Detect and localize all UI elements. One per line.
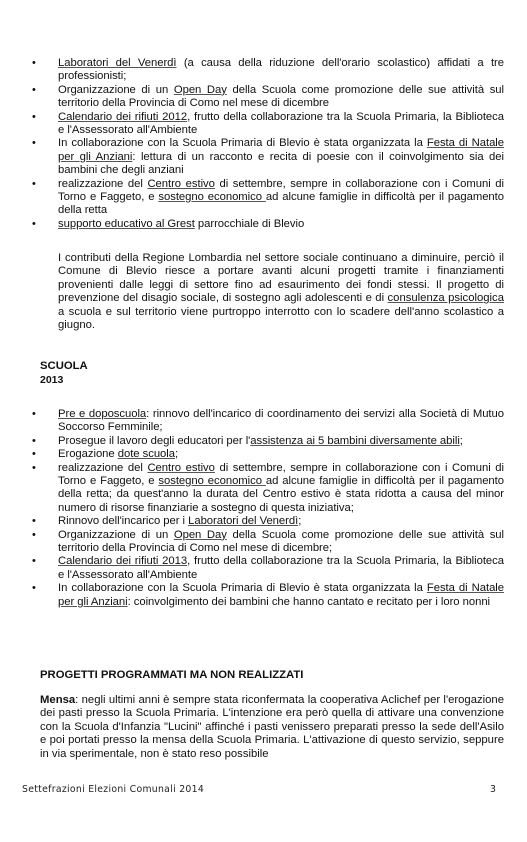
list-item xyxy=(32,57,504,84)
list-item xyxy=(32,84,504,111)
bullet-icon: • xyxy=(32,461,36,474)
item-text: della Scuola come promozione delle sue attività sul territorio della Provincia di Como nel mese di dicembre xyxy=(58,83,504,110)
item-text: In collaborazione con la Scuola Primaria di Blevio è stata organizzata la xyxy=(58,137,427,150)
item-text: realizzazione del xyxy=(58,461,148,474)
list-item xyxy=(32,218,504,231)
bullet-icon: • xyxy=(32,555,36,568)
item-text: realizzazione del xyxy=(58,177,148,190)
list-item xyxy=(32,555,504,582)
item-text: ad alcune famiglie in difficoltà per il pagamento della retta; da quest'anno la durata del Centro estivo è stata ridotta a causa del minor numero di risorse finanziarie a sostegno di questa iniziativa; xyxy=(58,475,504,514)
bullet-icon: • xyxy=(32,434,36,447)
list-item xyxy=(32,178,504,218)
bullet-icon: • xyxy=(32,137,36,150)
section-year: 2013 xyxy=(40,374,64,386)
item-text: ad alcune famiglie in difficoltà per il pagamento della retta xyxy=(58,191,504,217)
underlined-text: Calendario dei rifiuti 2013 xyxy=(58,555,188,568)
item-text: In collaborazione con la Scuola Primaria di Blevio è stata organizzata la xyxy=(58,582,427,595)
bullet-icon: • xyxy=(32,177,36,190)
bullet-icon: • xyxy=(32,57,36,69)
bullet-icon: • xyxy=(32,515,36,528)
paragraph-text: : negli ultimi anni è sempre stata riconfermata la cooperativa Aclichef per l'erogazione dei pasti presso la Scuola Primaria. L'intenzione era però quella di attivare una convenzione con la Scuola d'Infanzia "Lucini" affinché i pasti venissero preparati presso la sede dell'Asilo e poi portati presso la mensa della Scuola Primaria. L'attivazione di questo servizio, seppure in via sperimentale, non è stato reso possibile xyxy=(40,694,504,760)
underlined-text: Centro estivo xyxy=(147,461,215,474)
list-item xyxy=(32,111,504,138)
list-item xyxy=(32,448,504,461)
underlined-text: Festa di Natale per gli Anziani xyxy=(58,137,505,163)
item-text: di settembre, sempre in collaborazione con i Comuni di Torno e Faggeto, e xyxy=(58,461,504,488)
bullet-icon: • xyxy=(32,582,36,595)
item-text: ; xyxy=(459,434,463,447)
footer-title: Settefrazioni Elezioni Comunali 2014 xyxy=(22,784,205,795)
list-item xyxy=(32,462,504,516)
item-text: Organizzazione di un xyxy=(58,83,174,96)
list-item xyxy=(32,529,504,556)
underlined-text: Laboratori del Venerdì xyxy=(58,57,177,69)
bullet-list-top xyxy=(32,57,504,231)
underlined-text: consulenza psicologica xyxy=(387,292,504,305)
item-text: , frutto della collaborazione tra la Scuola Primaria, la Biblioteca e l'Assessorato all'Ambiente xyxy=(58,555,504,581)
section-title-scuola: SCUOLA xyxy=(40,360,88,372)
item-text: , frutto della collaborazione tra la Scuola Primaria, la Biblioteca e l'Assessorato all'Ambiente xyxy=(58,110,504,137)
item-text: ; xyxy=(298,515,302,528)
underlined-text: Open Day xyxy=(173,528,227,541)
section-title-progetti: PROGETTI PROGRAMMATI MA NON REALIZZATI xyxy=(40,669,304,681)
underlined-text: assistenza ai 5 bambini diversamente abili xyxy=(250,434,460,447)
bullet-icon: • xyxy=(32,408,36,420)
underlined-text: sostegno economico xyxy=(158,191,266,204)
underlined-text: Festa di Natale per gli Anziani xyxy=(58,582,505,608)
item-text: : rinnovo dell'incarico di coordinamento dei servizi alla Società di Mutuo Soccorso Femminile; xyxy=(58,408,504,434)
bullet-icon: • xyxy=(32,448,36,461)
bullet-icon: • xyxy=(32,528,36,541)
paragraph-mensa xyxy=(40,694,504,761)
item-text: (a causa della riduzione dell'orario scolastico) affidati a tre professionisti; xyxy=(58,57,504,83)
underlined-text: Calendario dei rifiuti 2012 xyxy=(58,110,188,123)
underlined-text: Laboratori del Venerdì xyxy=(188,515,299,528)
item-text: Rinnovo dell'incarico per i xyxy=(58,515,189,528)
underlined-text: Centro estivo xyxy=(147,177,215,190)
item-text: parrocchiale di Blevio xyxy=(194,217,305,230)
page-number: 3 xyxy=(490,784,496,795)
underlined-text: supporto educativo al Grest xyxy=(58,217,195,230)
list-item xyxy=(32,408,504,435)
item-text: di settembre, sempre in collaborazione con i Comuni di Torno e Faggeto, e xyxy=(58,177,504,204)
underlined-text: Open Day xyxy=(173,83,227,96)
list-item xyxy=(32,582,504,609)
item-text: : coinvolgimento dei bambini che hanno cantato e recitato per i loro nonni xyxy=(127,595,491,608)
item-text: Prosegue il lavoro degli educatori per l' xyxy=(58,434,251,447)
item-text: Erogazione xyxy=(58,448,118,461)
list-item xyxy=(32,435,504,448)
paragraph-contributi xyxy=(58,252,504,332)
list-item xyxy=(32,515,504,528)
paragraph-text: a scuola e sul territorio viene purtroppo interrotto con lo scadere dell'anno scolastico a giugno. xyxy=(58,305,504,332)
item-text: ; xyxy=(174,448,179,461)
paragraph-text: I contributi della Regione Lombardia nel settore sociale continuano a diminuire, perciò il Comune di Blevio riesce a portare avanti alcuni progetti tramite i finanziamenti provenienti dalle leggi di settore fino ad esaurimento dei fondi stessi. Il progetto di prevenzione del disagio sociale, di sostegno agli adolescenti e di xyxy=(58,252,504,305)
list-item xyxy=(32,137,504,177)
item-text: della Scuola come promozione delle sue attività sul territorio della Provincia di Como nel mese di dicembre; xyxy=(58,528,504,555)
bullet-icon: • xyxy=(32,83,36,96)
underlined-text: sostegno economico xyxy=(158,475,266,488)
bullet-icon: • xyxy=(32,217,36,230)
bullet-icon: • xyxy=(32,110,36,123)
item-text: Organizzazione di un xyxy=(58,528,174,541)
underlined-text: dote scuola xyxy=(117,448,175,461)
item-text: : lettura di un racconto e recita di poesie con il coinvolgimento sia dei bambini che degli anziani xyxy=(58,150,504,177)
underlined-text: Pre e doposcuola xyxy=(58,408,147,420)
bullet-list-scuola xyxy=(32,408,504,609)
paragraph-label: Mensa xyxy=(40,694,76,706)
